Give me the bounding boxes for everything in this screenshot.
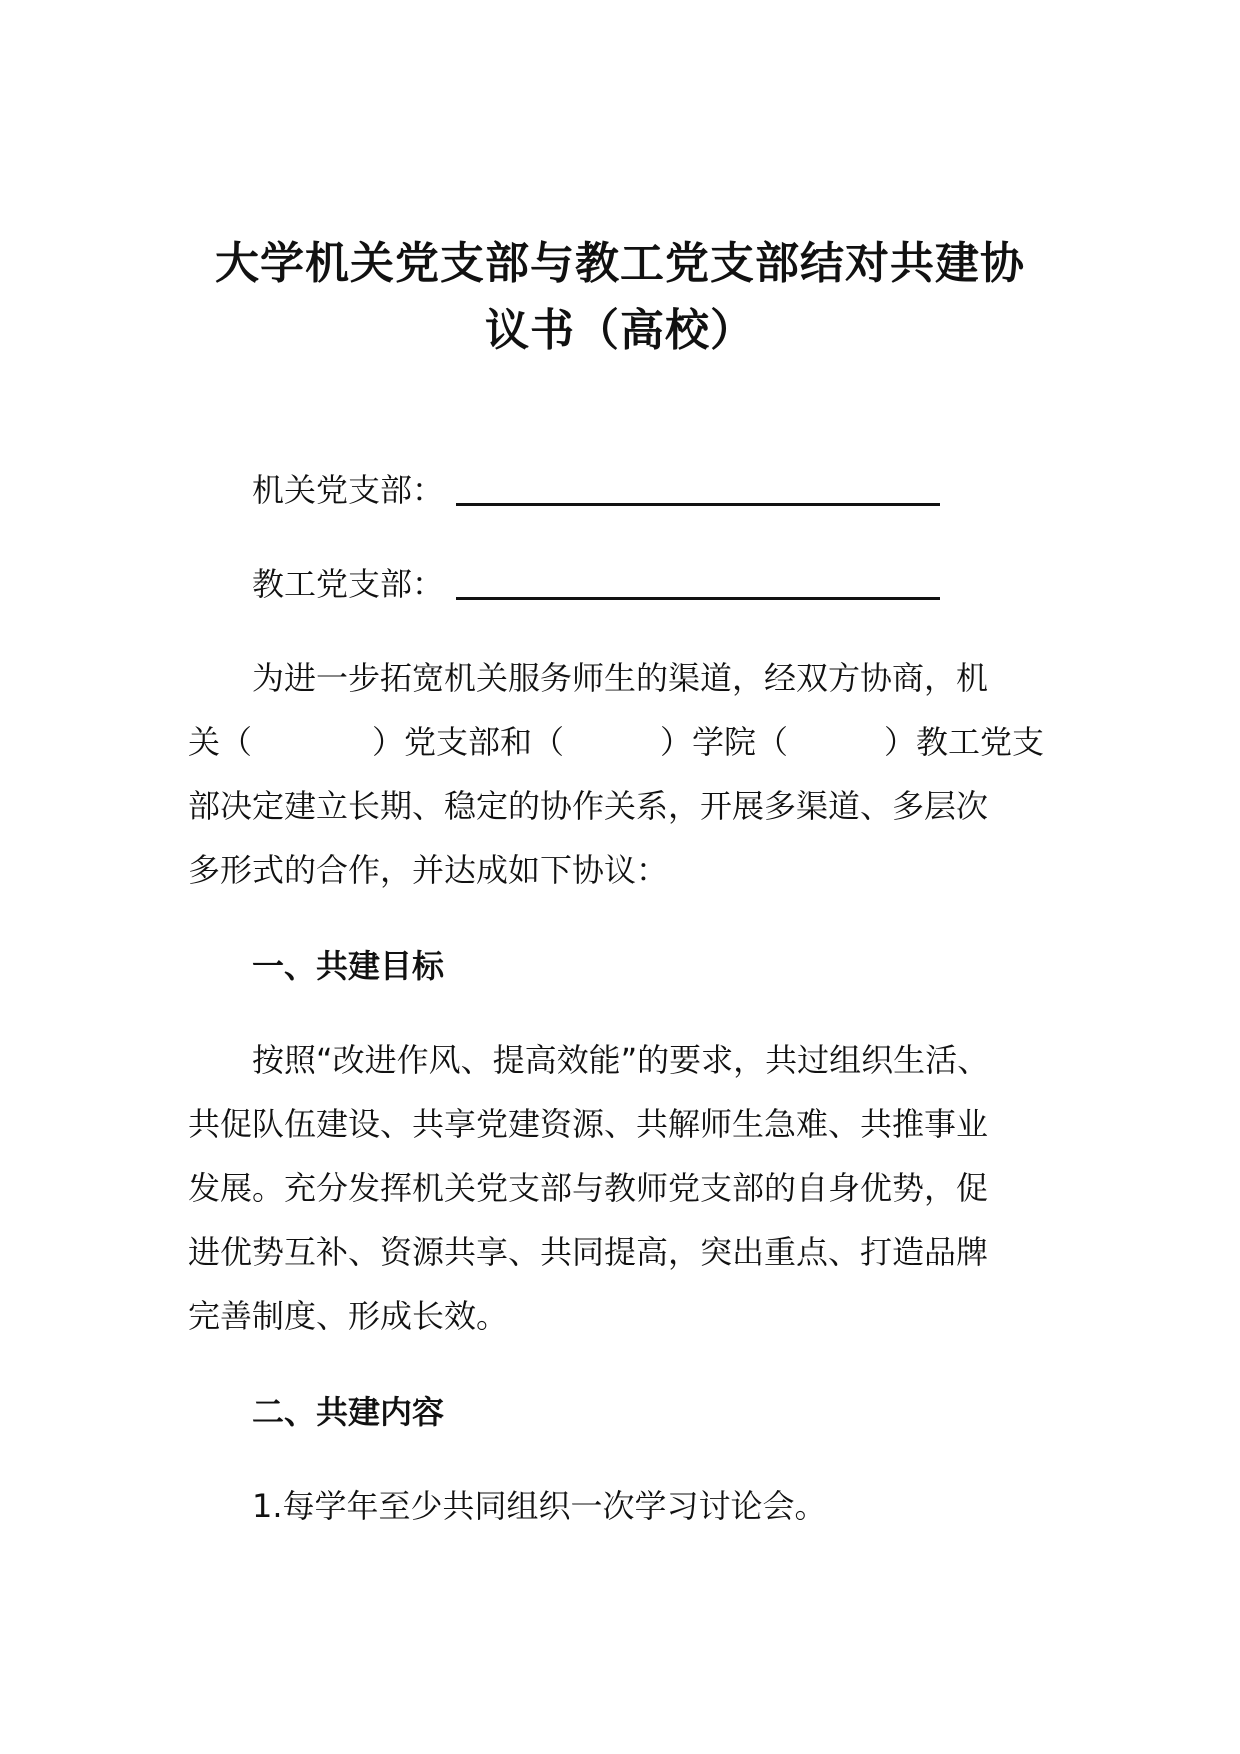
section-1-line-5: 完善制度、形成长效。 (188, 1297, 509, 1335)
section-1-line-2: 共促队伍建设、共享党建资源、共解师生急难、共推事业 (188, 1105, 989, 1143)
intro-line-4: 多形式的合作，并达成如下协议： (188, 851, 669, 889)
document-title-line-1: 大学机关党支部与教工党支部结对共建协 (215, 238, 1025, 289)
intro-line-3: 部决定建立长期、稳定的协作关系，开展多渠道、多层次 (188, 787, 989, 825)
jiguan-branch-blank-line[interactable] (456, 503, 940, 506)
intro-line-2-part-a: 关（ (188, 723, 253, 761)
intro-line-2-part-b: ）党支部和（ (372, 723, 565, 761)
section-1-line-1: 按照“改进作风、提高效能”的要求，共过组织生活、 (252, 1041, 990, 1079)
document-title-line-2: 议书（高校） (485, 305, 755, 356)
intro-line-2-part-c: ）学院（ (660, 723, 789, 761)
section-1-line-4: 进优势互补、资源共享、共同提高，突出重点、打造品牌 (188, 1233, 989, 1271)
jiguan-branch-label: 机关党支部： (252, 471, 445, 509)
section-2-heading: 二、共建内容 (252, 1393, 445, 1431)
section-1-line-3: 发展。充分发挥机关党支部与教师党支部的自身优势，促 (188, 1169, 989, 1207)
intro-line-2 (188, 720, 1068, 764)
intro-line-2-part-d: ）教工党支 (884, 723, 1045, 761)
jiaogong-branch-blank-line[interactable] (456, 597, 940, 600)
section-2-item-1: 1.每学年至少共同组织一次学习讨论会。 (252, 1487, 827, 1525)
intro-line-1: 为进一步拓宽机关服务师生的渠道，经双方协商，机 (252, 659, 989, 697)
section-1-heading: 一、共建目标 (252, 947, 445, 985)
jiaogong-branch-label: 教工党支部： (252, 565, 445, 603)
